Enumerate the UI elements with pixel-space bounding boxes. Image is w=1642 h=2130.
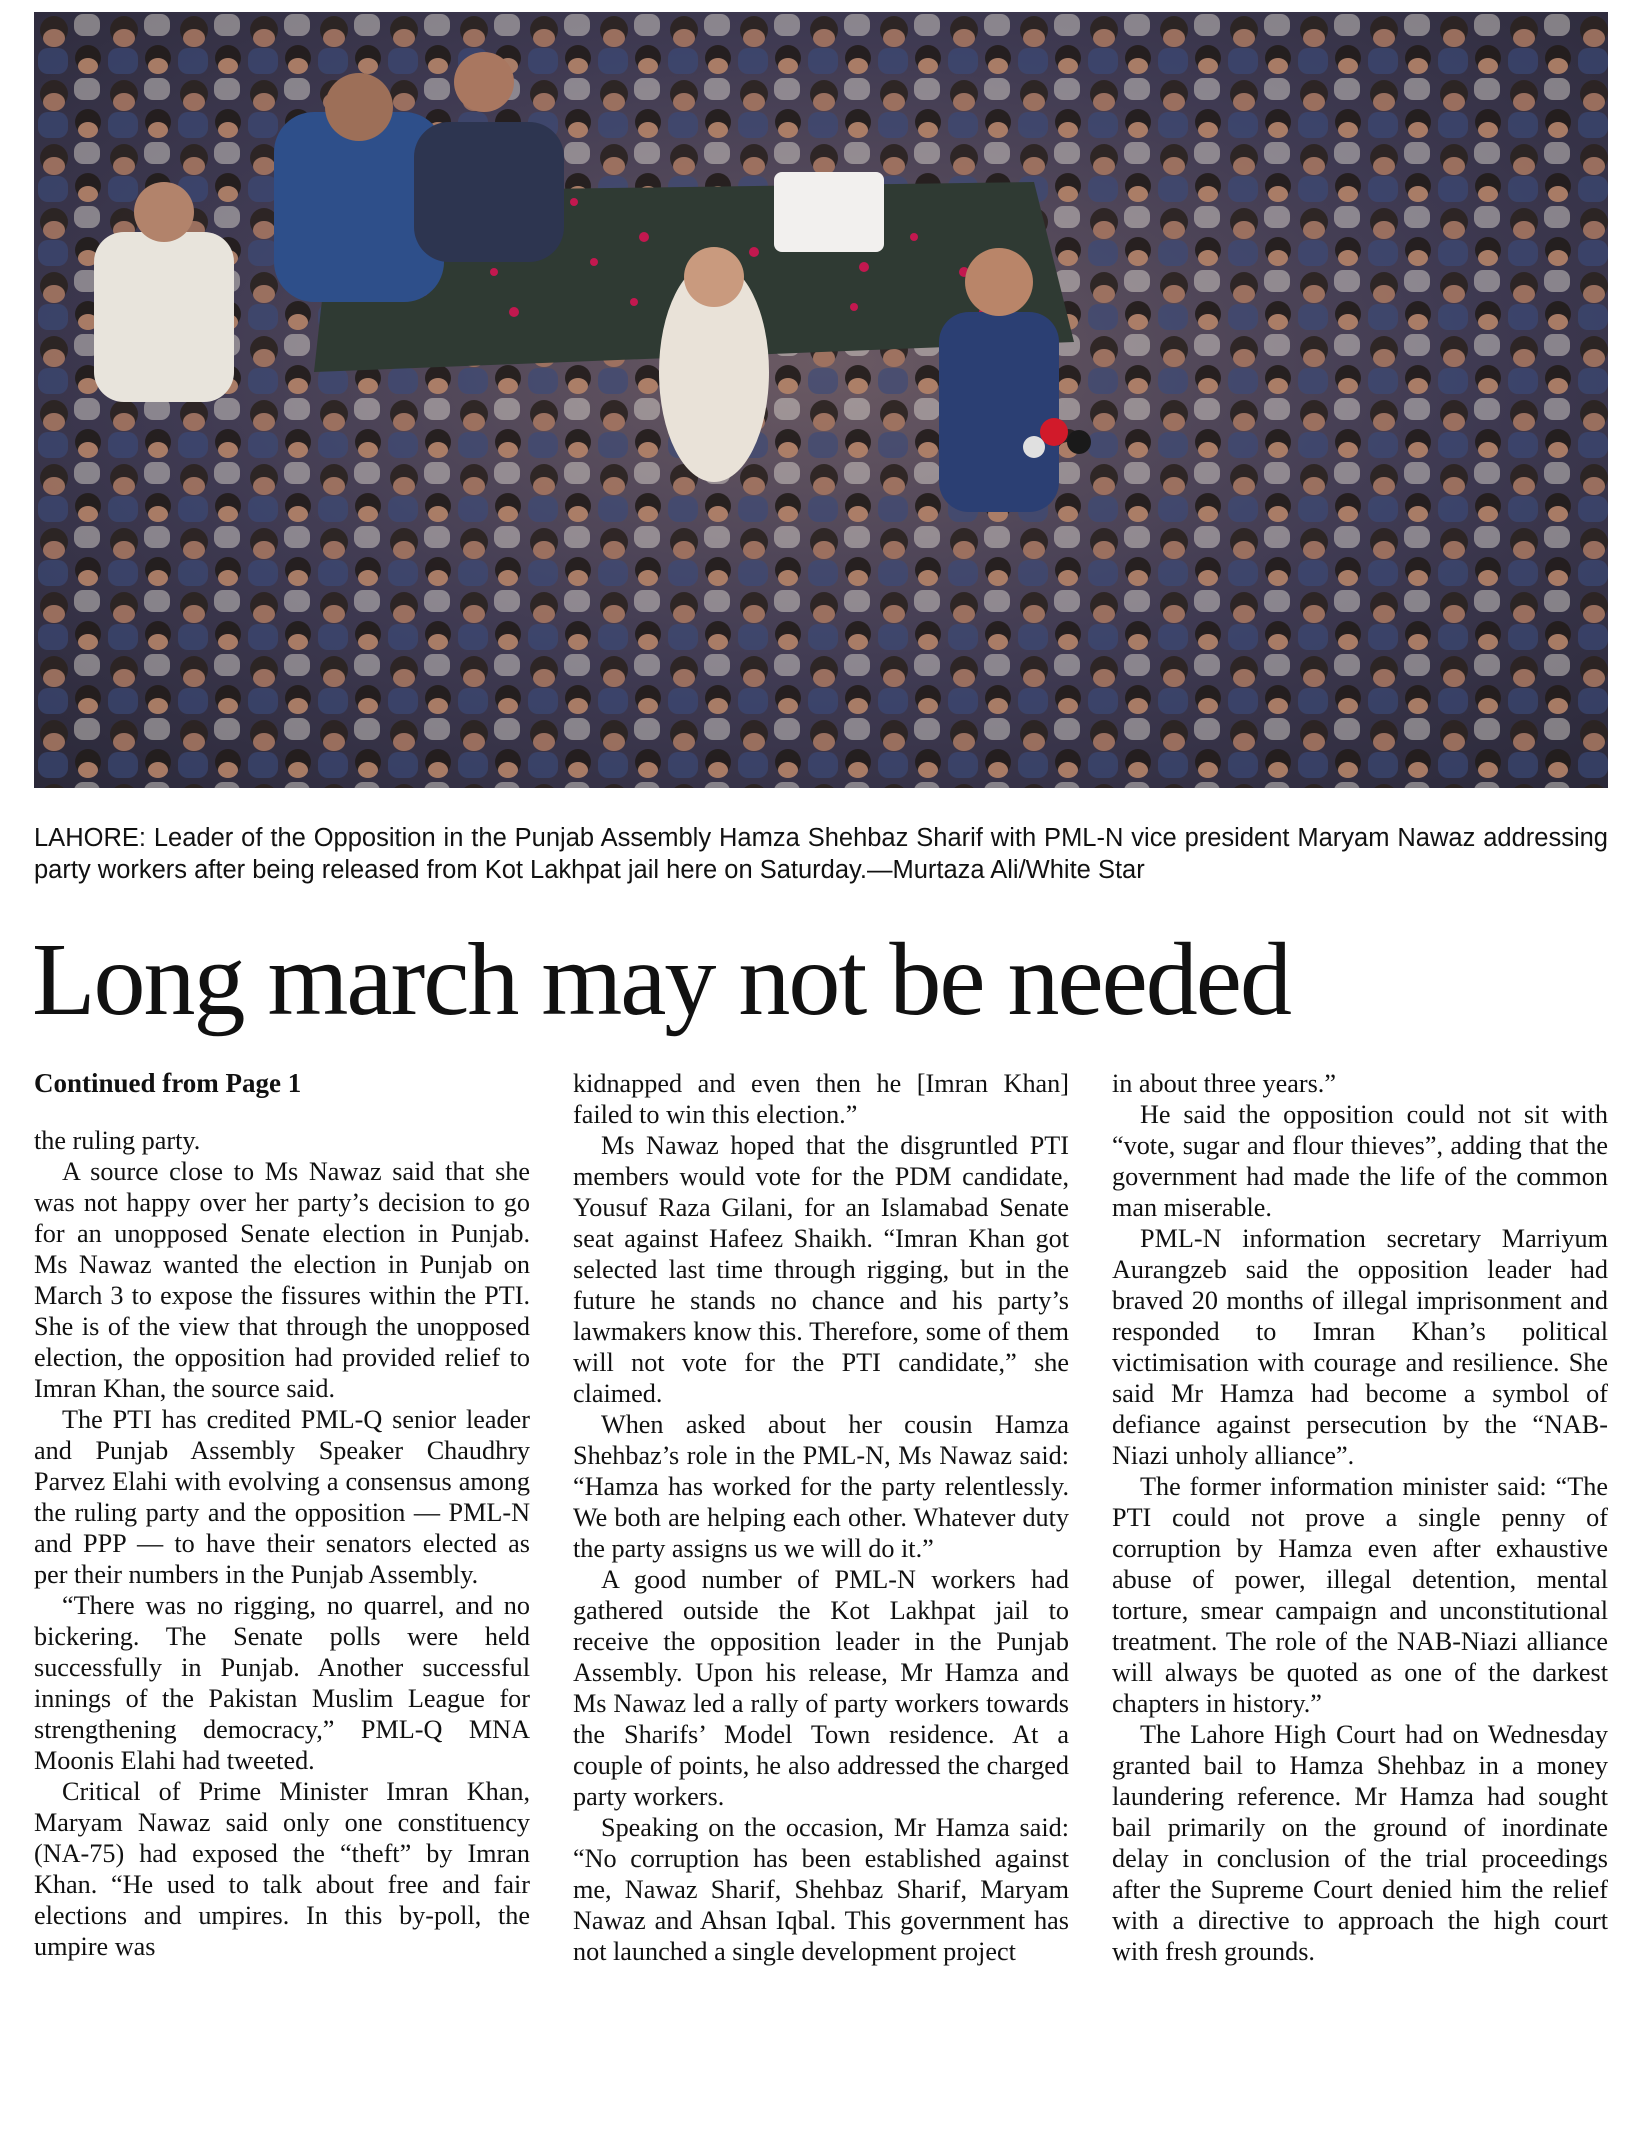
article-column-2 — [573, 1068, 1069, 2118]
paragraph: kidnapped and even then he [Imran Khan] failed to win this election.” — [573, 1069, 1069, 1129]
photo-caption — [34, 822, 1608, 886]
headline: Long march may not be needed — [32, 922, 1290, 1037]
paragraph: The former information minister said: “The PTI could not prove a single penny of corruption by Hamza even after exhaustive abuse of power, illegal detention, mental torture, smear campaign and unconstitutional treatment. The role of the NAB-Niazi alliance will always be quoted as one of the darkest chapters in history.” — [1112, 1472, 1608, 1718]
paragraph: A good number of PML-N workers had gathered outside the Kot Lakhpat jail to receive the opposition leader in the Punjab Assembly. Upon his release, Mr Hamza and Ms Nawaz led a rally of party workers towards the Sharifs’ Model Town residence. At a couple of points, he also addressed the charged party workers. — [573, 1565, 1069, 1811]
rally-crowd-photo-icon — [34, 12, 1608, 788]
paragraph: Ms Nawaz hoped that the disgruntled PTI members would vote for the PDM candidate, Yousuf Raza Gilani, for an Islamabad Senate seat against Hafeez Shaikh. “Imran Khan got selected last time through rigging, but in the future he stands no chance and his party’s lawmakers know this. Therefore, some of them will not vote for the PTI candidate,” she claimed. — [573, 1131, 1069, 1408]
continued-from-label: Continued from Page 1 — [34, 1068, 302, 1098]
paragraph: He said the opposition could not sit with “vote, sugar and flour thieves”, adding that the government had made the life of the common man miserable. — [1112, 1100, 1608, 1222]
article-column-3 — [1112, 1068, 1608, 2118]
paragraph: PML-N information secretary Marriyum Aurangzeb said the opposition leader had braved 20 months of illegal imprisonment and responded to Imran Khan’s political victimisation with courage and resilience. She said Mr Hamza had become a symbol of defiance against persecution by the “NAB-Niazi unholy alliance”. — [1112, 1224, 1608, 1470]
paragraph: The Lahore High Court had on Wednesday granted bail to Hamza Shehbaz in a money laundering reference. Mr Hamza had sought bail primarily on the ground of inordinate delay in conclusion of the trial proceedings after the Supreme Court denied him the relief with a directive to approach the high court with fresh grounds. — [1112, 1720, 1608, 1966]
paragraph: in about three years.” — [1112, 1069, 1336, 1098]
caption-text: LAHORE: Leader of the Opposition in the Punjab Assembly Hamza Shehbaz Sharif with PML-N vice president Maryam Nawaz addressing party workers after being released from Kot Lakhpat jail here on Saturday.—Murtaza Ali/White Star — [34, 824, 1608, 884]
paragraph: Speaking on the occasion, Mr Hamza said: “No corruption has been established against me, Nawaz Sharif, Shehbaz Sharif, Maryam Nawaz and Ahsan Iqbal. This government has not launched a single development project — [573, 1813, 1069, 1966]
article-column-1 — [34, 1068, 530, 2118]
paragraph: “There was no rigging, no quarrel, and no bickering. The Senate polls were held successfully in Punjab. Another successful innings of the Pakistan Muslim League for strengthening democracy,” PML-Q MNA Moonis Elahi had tweeted. — [34, 1591, 530, 1775]
paragraph: The PTI has credited PML-Q senior leader and Punjab Assembly Speaker Chaudhry Parvez Elahi with evolving a consensus among the ruling party and the opposition — PML-N and PPP — to have their senators elected as per their numbers in the Punjab Assembly. — [34, 1405, 530, 1589]
paragraph: Critical of Prime Minister Imran Khan, Maryam Nawaz said only one constituency (NA-75) had exposed the “theft” by Imran Khan. “He used to talk about free and fair elections and umpires. In this by-poll, the umpire was — [34, 1777, 530, 1961]
news-photo — [34, 12, 1608, 788]
paragraph: When asked about her cousin Hamza Shehbaz’s role in the PML-N, Ms Nawaz said: “Hamza has worked for the party relentlessly. We both are helping each other. Whatever duty the party assigns us we will do it.” — [573, 1410, 1069, 1563]
paragraph: the ruling party. — [34, 1126, 201, 1155]
paragraph: A source close to Ms Nawaz said that she was not happy over her party’s decision to go for an unopposed Senate election in Punjab. Ms Nawaz wanted the election in Punjab on March 3 to expose the fissures within the PTI. She is of the view that through the unopposed election, the opposition had provided relief to Imran Khan, the source said. — [34, 1157, 530, 1403]
article-body — [34, 1068, 1608, 2118]
